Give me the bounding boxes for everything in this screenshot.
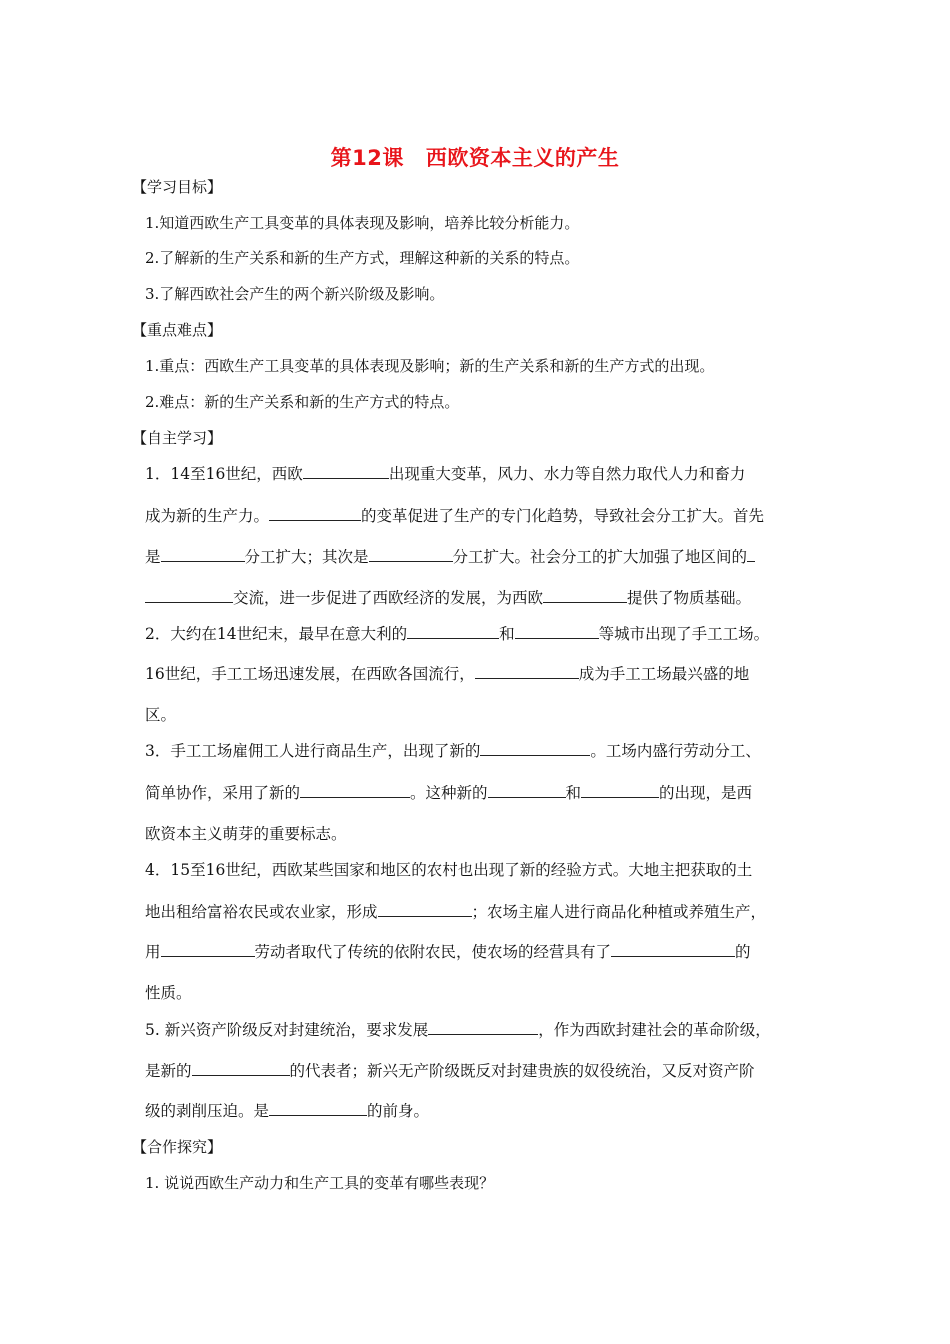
section-heading-goals: 【学习目标】	[132, 178, 223, 196]
question-4-line-2: 地出租给富裕农民或农业家，形成 ；农场主雇人进行商品化种植或养殖生产，	[145, 903, 767, 921]
fill-blank[interactable]	[611, 942, 735, 957]
fill-blank[interactable]	[269, 506, 361, 521]
goal-item: 3.了解西欧社会产生的两个新兴阶级及影响。	[145, 285, 445, 303]
fill-blank[interactable]	[303, 464, 389, 479]
question-4-line-3: 用 劳动者取代了传统的依附农民，使农场的经营具有了 的	[145, 943, 751, 961]
question-4-line-1: 4．15至16世纪，西欧某些国家和地区的农村也出现了新的经验方式。大地主把获取的土	[145, 861, 753, 879]
page-title	[0, 142, 950, 172]
fill-blank[interactable]	[488, 783, 566, 798]
fill-blank[interactable]	[369, 547, 453, 562]
fill-blank[interactable]	[407, 624, 499, 639]
question-3-line-1: 3．手工工场雇佣工人进行商品生产，出现了新的 。工场内盛行劳动分工、	[145, 742, 761, 760]
fill-blank[interactable]	[747, 547, 755, 562]
question-1-line-1: 1．14至16世纪，西欧 出现重大变革，风力、水力等自然力取代人力和畜力	[145, 465, 746, 483]
question-2-line-2: 16世纪，手工工场迅速发展，在西欧各国流行， 成为手工工场最兴盛的地	[145, 665, 750, 683]
question-5-line-1: 5. 新兴资产阶级反对封建统治，要求发展 ，作为西欧封建社会的革命阶级，	[145, 1021, 771, 1039]
key-point-item: 2.难点：新的生产关系和新的生产方式的特点。	[145, 393, 460, 411]
fill-blank[interactable]	[480, 741, 590, 756]
fill-blank[interactable]	[269, 1101, 367, 1116]
question-2-line-3: 区。	[145, 706, 177, 724]
lesson-title: 西欧资本主义的产生	[425, 146, 620, 170]
fill-blank[interactable]	[475, 664, 579, 679]
lesson-number: 第12课	[330, 146, 404, 170]
goal-item: 1.知道西欧生产工具变革的具体表现及影响，培养比较分析能力。	[145, 214, 580, 232]
question-3-line-2: 简单协作，采用了新的 。这种新的 和 的出现，是西	[145, 784, 753, 802]
question-3-line-3: 欧资本主义萌芽的重要标志。	[145, 825, 347, 843]
question-1-line-4: 交流，进一步促进了西欧经济的发展，为西欧 提供了物质基础。	[145, 588, 813, 608]
fill-blank[interactable]	[378, 902, 472, 917]
question-5-line-2: 是新的 的代表者；新兴无产阶级既反对封建贵族的奴役统治，又反对资产阶	[145, 1062, 755, 1080]
question-1-line-3: 是 分工扩大；其次是 分工扩大。社会分工的扩大加强了地区间的	[145, 547, 813, 567]
section-heading-cooperate: 【合作探究】	[132, 1138, 223, 1156]
fill-blank[interactable]	[581, 783, 659, 798]
fill-blank[interactable]	[300, 783, 410, 798]
question-2-line-1: 2．大约在14世纪末，最早在意大利的 和 等城市出现了手工工场。	[145, 625, 770, 643]
fill-blank[interactable]	[145, 588, 233, 603]
key-point-item: 1.重点：西欧生产工具变革的具体表现及影响；新的生产关系和新的生产方式的出现。	[145, 357, 715, 375]
section-heading-self-study: 【自主学习】	[132, 429, 223, 447]
question-1-line-2: 成为新的生产力。 的变革促进了生产的专门化趋势，导致社会分工扩大。首先	[145, 507, 765, 525]
fill-blank[interactable]	[192, 1061, 290, 1076]
fill-blank[interactable]	[428, 1020, 538, 1035]
section-heading-key-points: 【重点难点】	[132, 321, 223, 339]
fill-blank[interactable]	[543, 588, 627, 603]
fill-blank[interactable]	[515, 624, 599, 639]
fill-blank[interactable]	[161, 547, 245, 562]
question-5-line-3: 级的剥削压迫。是 的前身。	[145, 1102, 430, 1120]
goal-item: 2.了解新的生产关系和新的生产方式，理解这种新的关系的特点。	[145, 249, 580, 267]
fill-blank[interactable]	[161, 942, 255, 957]
question-4-line-4: 性质。	[145, 984, 192, 1002]
cooperate-question: 1. 说说西欧生产动力和生产工具的变革有哪些表现？	[145, 1174, 495, 1192]
